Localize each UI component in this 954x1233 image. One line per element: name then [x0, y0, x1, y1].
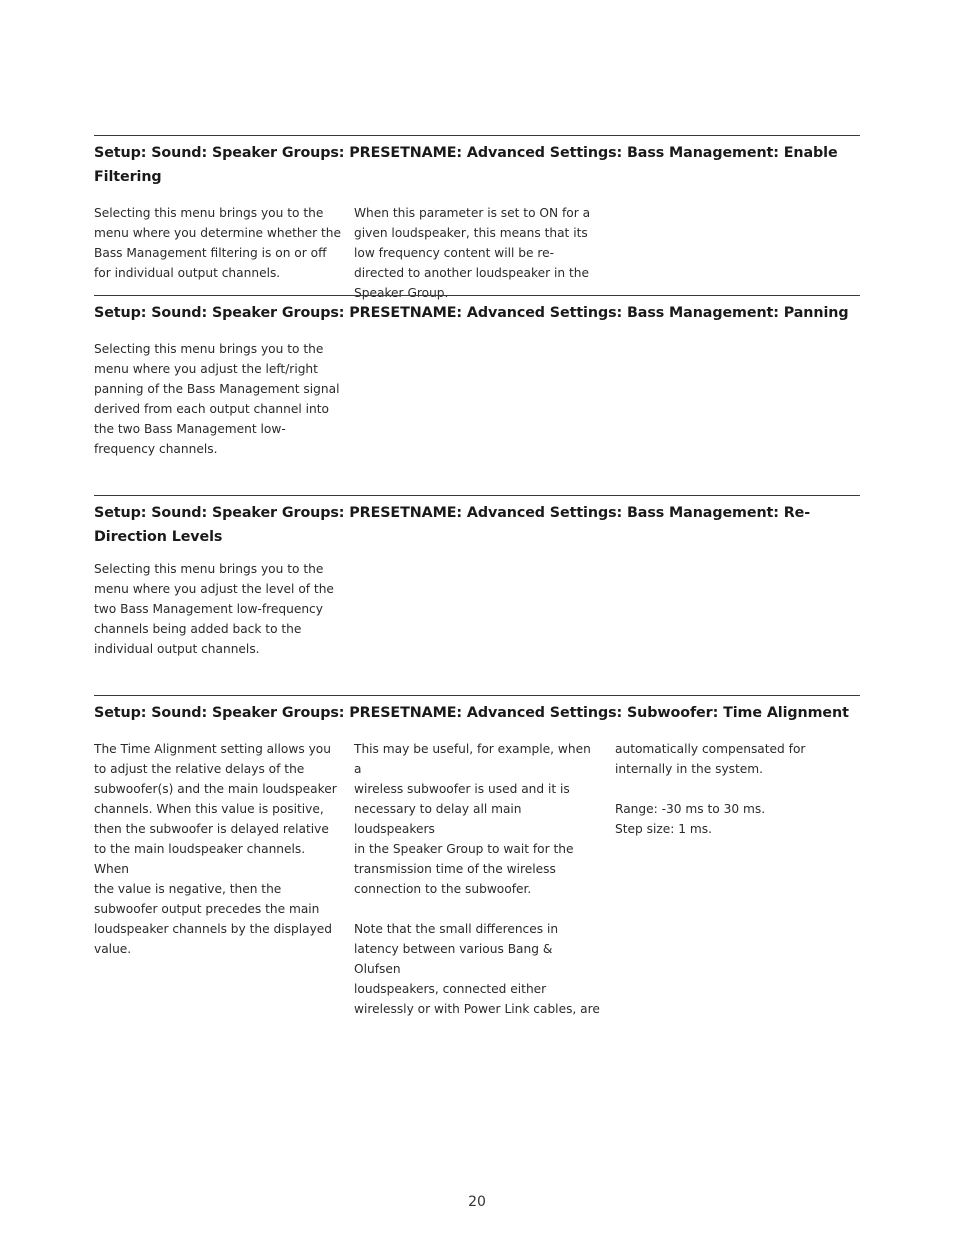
- section-redirection-levels: [94, 495, 860, 656]
- section-panning: [94, 295, 860, 456]
- body-text-column-1: Selecting this menu brings you to the menu where you determine whether the Bass Management filtering is on or off for individual output channels.: [94, 206, 342, 280]
- section-columns: [94, 739, 860, 1016]
- body-text-column-3: automatically compensated for internally in the system. Range: -30 ms to 30 ms. Step size: 1 ms.: [615, 742, 806, 836]
- section-title: Setup: Sound: Speaker Groups: PRESETNAME: Advanced Settings: Subwoofer: Time Alignment: [94, 705, 849, 721]
- body-text-column-1: The Time Alignment setting allows you to adjust the relative delays of the subwoofer(s) and the main loudspeaker channels. When this value is positive, then the subwoofer is delayed relative to the main loudspeaker channels. When the value is negative, then the subwoofer output precedes the main loudspeaker channels by the displayed value.: [94, 742, 337, 956]
- body-text-column-1: Selecting this menu brings you to the menu where you adjust the left/right panning of the Bass Management signal derived from each output channel into the two Bass Management low- frequency channels.: [94, 342, 340, 456]
- section-enable-filtering: [94, 135, 860, 300]
- section-title: Setup: Sound: Speaker Groups: PRESETNAME: Advanced Settings: Bass Management: Re-Direction Levels: [94, 505, 811, 545]
- body-text-column-1: Selecting this menu brings you to the menu where you adjust the level of the two Bass Management low-frequency channels being added back to the individual output channels.: [94, 562, 334, 656]
- section-title: Setup: Sound: Speaker Groups: PRESETNAME: Advanced Settings: Bass Management: Enable Filtering: [94, 145, 838, 185]
- section-title: Setup: Sound: Speaker Groups: PRESETNAME: Advanced Settings: Bass Management: Panning: [94, 305, 849, 321]
- section-columns: [94, 559, 860, 656]
- page-number: 20: [468, 1194, 486, 1210]
- section-time-alignment: [94, 695, 860, 1016]
- body-text-column-2: When this parameter is set to ON for a given loudspeaker, this means that its low frequency content will be re- directed to another loudspeaker in the Speaker Group.: [354, 206, 591, 300]
- body-text-column-2: This may be useful, for example, when a wireless subwoofer is used and it is necessary to delay all main loudspeakers in the Speaker Group to wait for the transmission time of the wireless connection to the subwoofer. Note that the small differences in latency between various Bang & Olufsen loudspeakers, connected either wirelessly or with Power Link cables, are: [354, 742, 600, 1016]
- section-columns: [94, 339, 860, 456]
- section-columns: [94, 203, 860, 300]
